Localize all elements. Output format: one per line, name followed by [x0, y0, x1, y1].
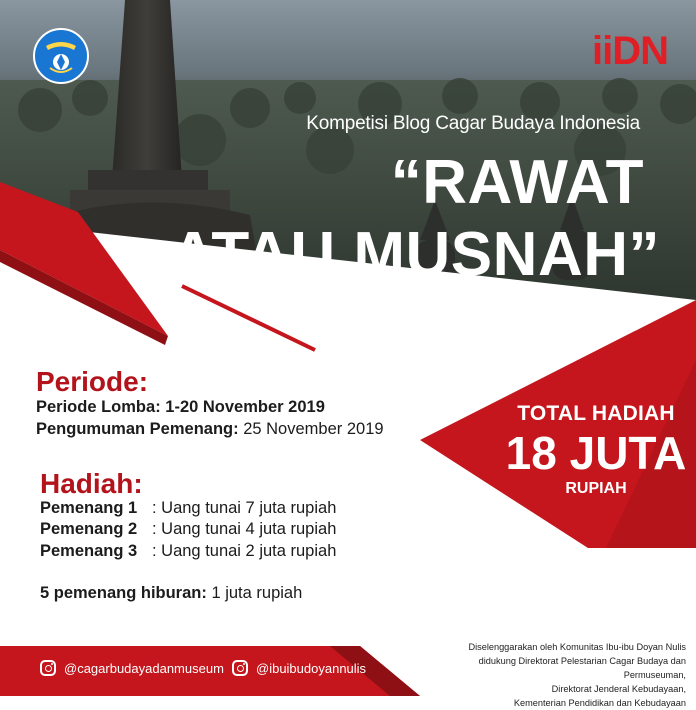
prize-rank: Pemenang 2: [40, 520, 138, 538]
prize-rank: Pemenang 1: [40, 499, 138, 517]
social-handle[interactable]: @cagarbudayadanmuseum: [64, 660, 224, 676]
credit-line: Kementerian Pendidikan dan Kebudayaan: [513, 698, 686, 708]
pengumuman-label: Pengumuman Pemenang:: [36, 420, 239, 438]
social-handle[interactable]: @ibuibudoyannulis: [256, 660, 367, 676]
badge-unit: RUPIAH: [565, 480, 627, 497]
hadiah-heading: Hadiah:: [40, 468, 143, 499]
iidn-logo: [558, 30, 668, 72]
prize-row: [40, 542, 336, 561]
title-line-2: ATAU MUSNAH”: [170, 220, 660, 289]
title-line-1: “RAWAT: [390, 148, 644, 217]
prize-value: : Uang tunai 7 juta rupiah: [152, 499, 337, 517]
instagram-icon: [232, 660, 248, 676]
badge-amount: 18 JUTA: [505, 427, 687, 479]
social-instagram-ibuibu[interactable]: [232, 660, 366, 676]
periode-lomba-value: 1-20 November 2019: [160, 398, 325, 416]
pengumuman-value: 25 November 2019: [238, 420, 384, 438]
credit-line: Diselenggarakan oleh Komunitas Ibu-ibu Doyan Nulis: [468, 642, 686, 652]
credit-line: didukung Direktorat Pelestarian Cagar Budaya dan Permuseuman,: [478, 656, 686, 680]
kemdikbud-logo: [32, 28, 90, 84]
social-instagram-cagarbudaya[interactable]: [40, 660, 224, 676]
prize-value: : Uang tunai 4 juta rupiah: [152, 520, 337, 538]
periode-lomba-label: Periode Lomba:: [36, 398, 161, 416]
badge-total-label: TOTAL HADIAH: [517, 402, 675, 425]
prize-row: [40, 520, 336, 539]
periode-lomba-line: [36, 398, 325, 417]
competition-subtitle: Kompetisi Blog Cagar Budaya Indonesia: [306, 113, 640, 134]
hiburan-label: 5 pemenang hiburan:: [40, 584, 207, 602]
iidn-logo-text: iiDN: [592, 29, 668, 73]
organizer-credits: [420, 640, 686, 710]
instagram-icon: [40, 660, 56, 676]
prize-value: : Uang tunai 2 juta rupiah: [152, 542, 337, 560]
hiburan-value: 1 juta rupiah: [206, 584, 303, 602]
prize-row: [40, 499, 336, 518]
pengumuman-line: [36, 420, 384, 439]
prize-rank: Pemenang 3: [40, 542, 138, 560]
periode-heading: Periode:: [36, 366, 149, 397]
credit-line: Direktorat Jenderal Kebudayaan,: [551, 684, 686, 694]
hiburan-line: [40, 584, 302, 603]
